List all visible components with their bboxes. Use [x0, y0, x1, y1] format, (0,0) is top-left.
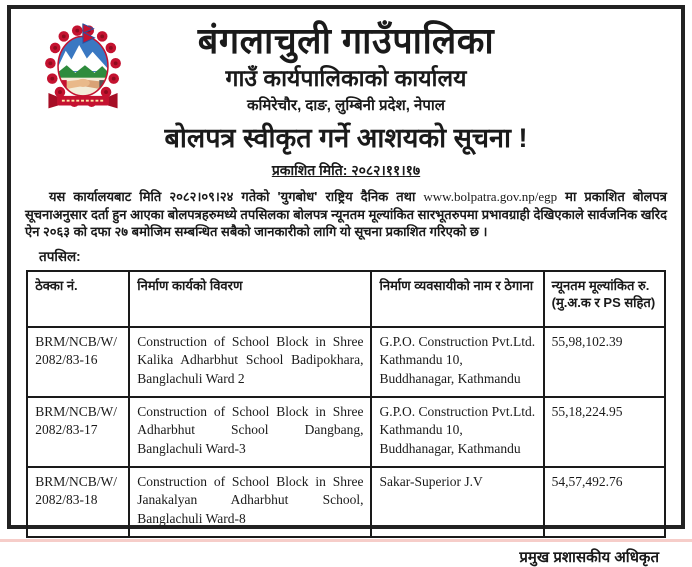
table-row	[27, 467, 665, 537]
office-address: कमिरेचौर, दाङ, लुम्बिनी प्रदेश, नेपाल	[247, 97, 445, 115]
bottom-artifact-line	[0, 539, 692, 542]
contractor-cell: Sakar-Superior J.V	[371, 467, 543, 537]
contractor-cell: G.P.O. Construction Pvt.Ltd. Kathmandu 10, Buddhanagar, Kathmandu	[371, 327, 543, 397]
notice-title: बोलपत्र स्वीकृत गर्ने आशयको सूचना !	[164, 123, 528, 154]
table-row	[27, 327, 665, 397]
column-header-contractor: निर्माण व्यवसायीको नाम र ठेगाना	[371, 271, 543, 327]
amount-cell: 55,18,224.95	[544, 397, 665, 467]
work-description-cell: Construction of School Block in Shree Adharbhut School Dangbang, Banglachuli Ward-3	[129, 397, 371, 467]
amount-cell: 54,57,492.76	[544, 467, 665, 537]
contractor-cell: G.P.O. Construction Pvt.Ltd. Kathmandu 10, Buddhanagar, Kathmandu	[371, 397, 543, 467]
published-date: प्रकाशित मिति: २०८२।११।१७	[271, 162, 421, 179]
bolpatra-url: www.bolpatra.gov.np/egp	[423, 189, 558, 205]
table-header-row	[27, 271, 665, 327]
municipality-name: बंगलाचुली गाउँपालिका	[197, 20, 495, 61]
column-header-contract-no: ठेक्का नं.	[27, 271, 129, 327]
notice-body	[25, 188, 667, 241]
column-header-amount-sub: (मु.अ.क र PS सहित)	[551, 295, 656, 311]
notice-body-text-1: यस कार्यालयबाट मिति २०८२।०९।२४ गतेको 'युगबोध' राष्ट्रिय दैनिक तथा	[49, 189, 424, 205]
notice-body-text-2: मा प्रकाशित बोलपत्र सूचनाअनुसार दर्ता हुन आएका बोलपत्रहरुमध्ये तपसिलका बोलपत्र न्यूनतम मूल्यांकित सारभूतरुपमा प्रभावग्राही देखिएकाले सार्वजनिक खरिद ऐन २०६३ को दफा २७ बमोजिम सम्बन्धित सबैको जानकारीको लागि यो सूचना प्रकाशित गरिएको छ ।	[25, 189, 667, 240]
work-description-cell: Construction of School Block in Shree Janakalyan Adharbhut School, Banglachuli Ward-8	[129, 467, 371, 537]
contract-number-cell: BRM/NCB/W/2082/83-18	[27, 467, 129, 537]
contract-number-cell: BRM/NCB/W/2082/83-17	[27, 397, 129, 467]
table-row	[27, 397, 665, 467]
nepal-emblem-icon	[35, 19, 131, 121]
column-header-work-description: निर्माण कार्यको विवरण	[129, 271, 371, 327]
letterhead	[23, 15, 669, 115]
contract-number-cell: BRM/NCB/W/2082/83-16	[27, 327, 129, 397]
column-header-amount	[544, 271, 665, 327]
tender-table	[26, 270, 666, 538]
schedule-label: तपसिल:	[39, 248, 81, 264]
signatory-title: प्रमुख प्रशासकीय अधिकृत	[519, 548, 659, 566]
work-description-cell: Construction of School Block in Shree Kalika Adharbhut School Badipokhara, Banglachuli Ward 2	[129, 327, 371, 397]
column-header-amount-main: न्यूनतम मूल्यांकित रु.	[551, 277, 650, 293]
document-border	[7, 5, 685, 566]
office-name: गाउँ कार्यपालिकाको कार्यालय	[225, 64, 467, 91]
amount-cell: 55,98,102.39	[544, 327, 665, 397]
